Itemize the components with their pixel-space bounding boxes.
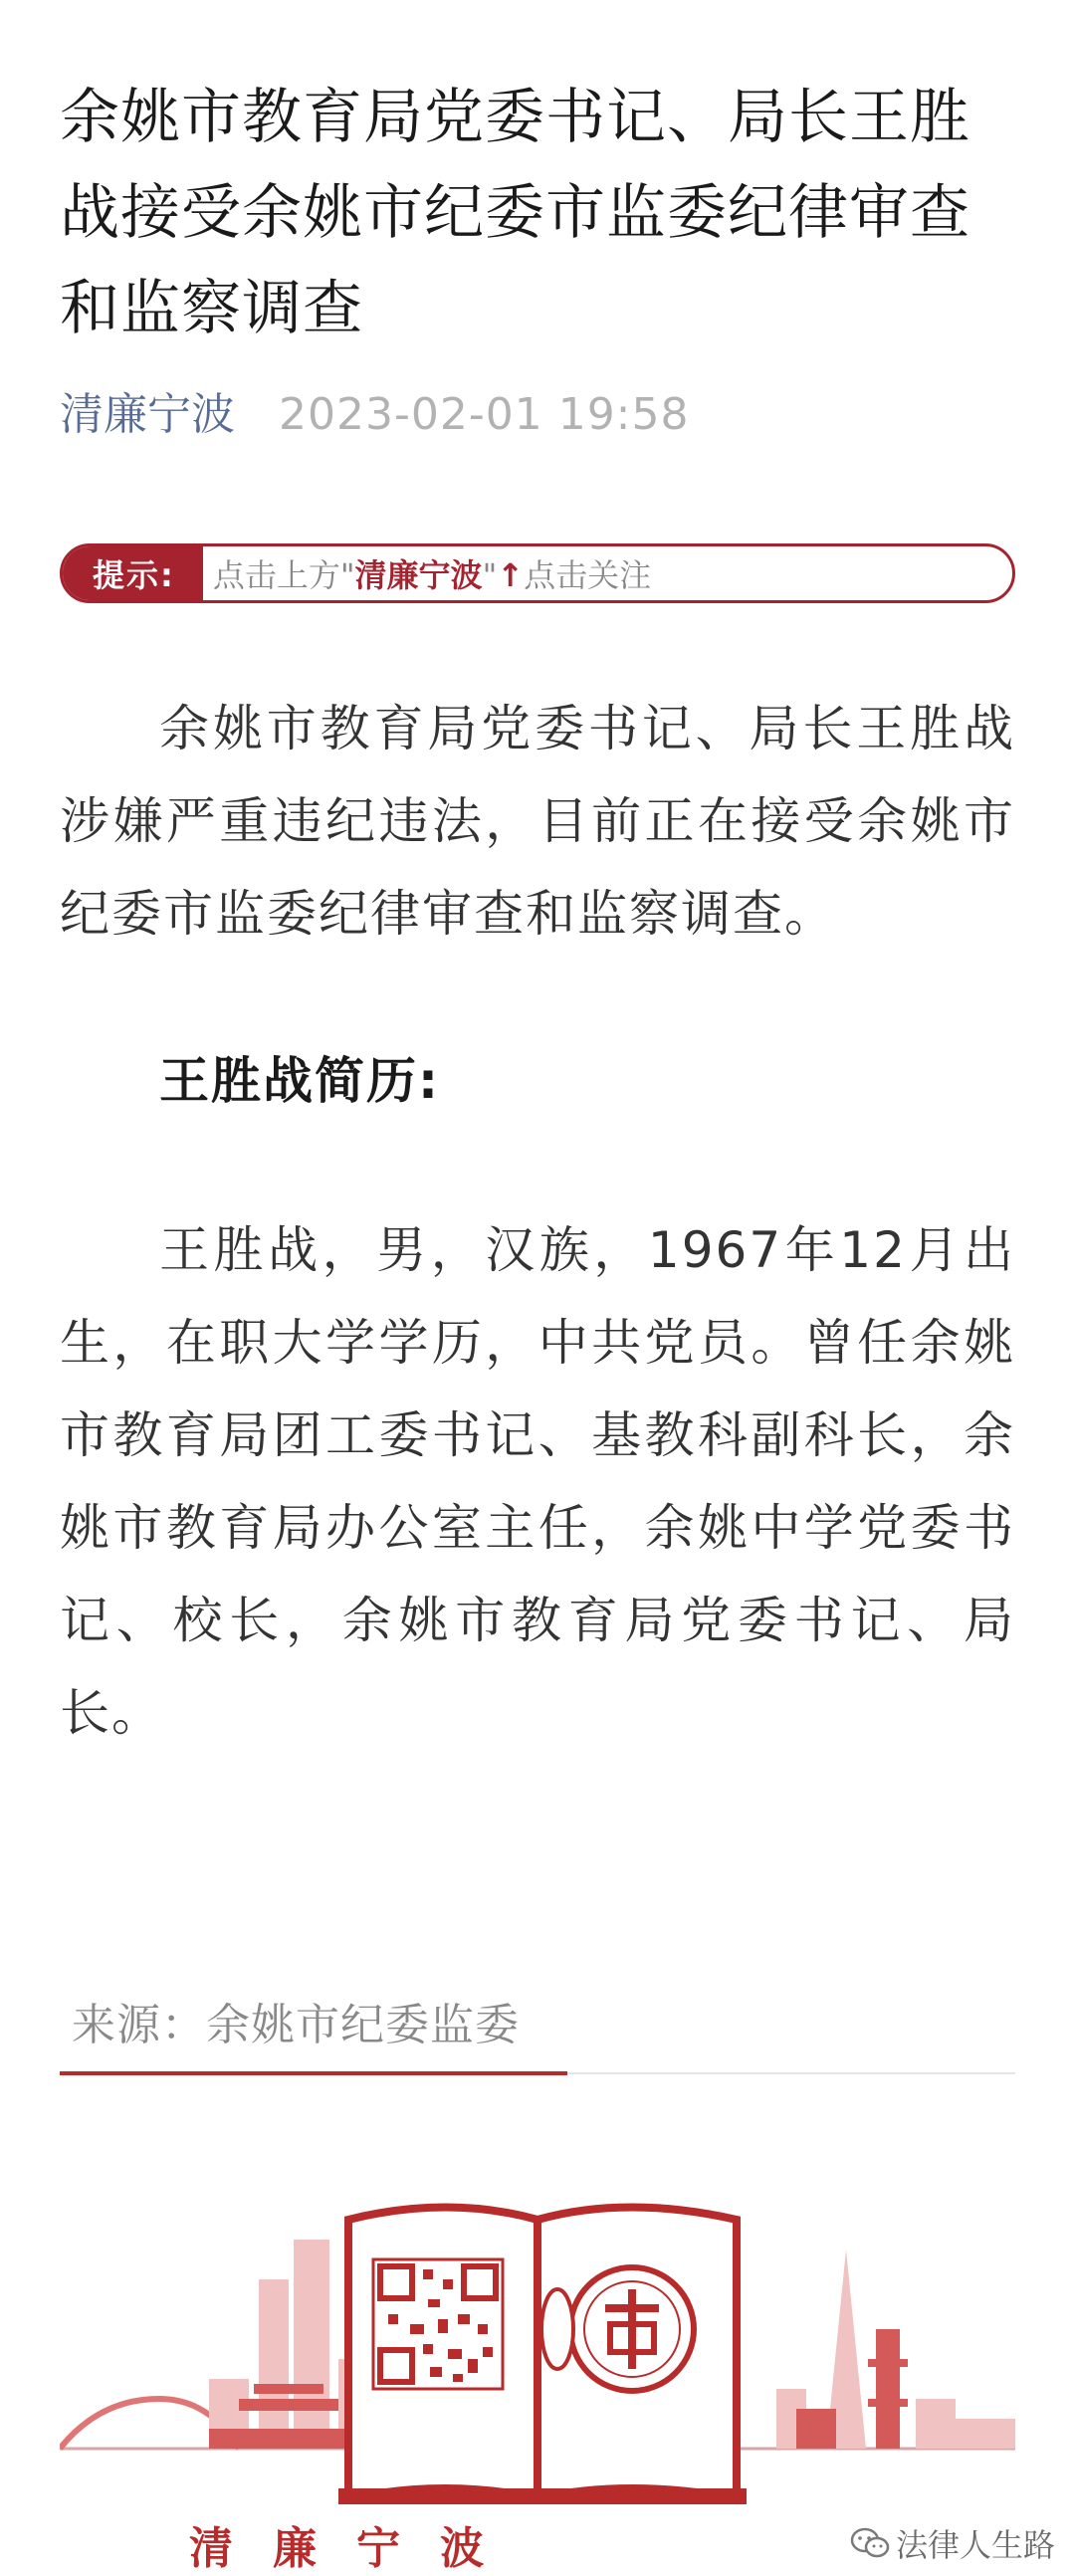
article-meta <box>60 378 690 442</box>
account-name-link[interactable]: 清廉宁波 <box>60 389 235 440</box>
city-skyline-book-illustration <box>60 2100 1015 2508</box>
publish-date: 2023-02-01 19:58 <box>279 389 690 440</box>
watermark-text: 法律人生路 <box>895 2526 1055 2564</box>
follow-tip-banner[interactable] <box>60 543 1015 603</box>
source-divider-accent <box>60 2071 567 2075</box>
qr-code-icon <box>373 2259 503 2389</box>
footer-banner-image <box>60 2100 1015 2508</box>
source-credit: 来源：余姚市纪委监委 <box>72 2000 520 2050</box>
tip-label: 提示: <box>63 546 203 600</box>
footer-brand: 清廉宁波 <box>189 2523 524 2574</box>
wechat-icon <box>850 2526 890 2560</box>
source-divider <box>60 2072 1015 2074</box>
body-paragraph-2: 王胜战，男，汉族，1967年12月出生，在职大学学历，中共党员。曾任余姚市教育局团工委书记、基教科副科长，余姚市教育局办公室主任，余姚中学党委书记、校长，余姚市教育局党委书记、局长。 <box>60 1221 1015 1742</box>
tip-prefix: 点击上方" <box>212 556 355 594</box>
body-paragraph-1: 余姚市教育局党委书记、局长王胜战涉嫌严重违纪违法，目前正在接受余姚市纪委市监委纪律审查和监察调查。 <box>60 700 1015 943</box>
tip-action: 点击关注 <box>524 556 652 594</box>
wechat-watermark <box>850 2520 1055 2566</box>
tip-text <box>203 550 651 596</box>
article-title: 余姚市教育局党委书记、局长王胜战接受余姚市纪委市监委纪律审查和监察调查 <box>60 83 970 343</box>
tip-account: 清廉宁波 <box>354 556 483 594</box>
resume-subheading: 王胜战简历: <box>159 1052 440 1110</box>
up-arrow-icon: ↑ <box>497 556 525 594</box>
tip-suffix: " <box>482 556 498 594</box>
